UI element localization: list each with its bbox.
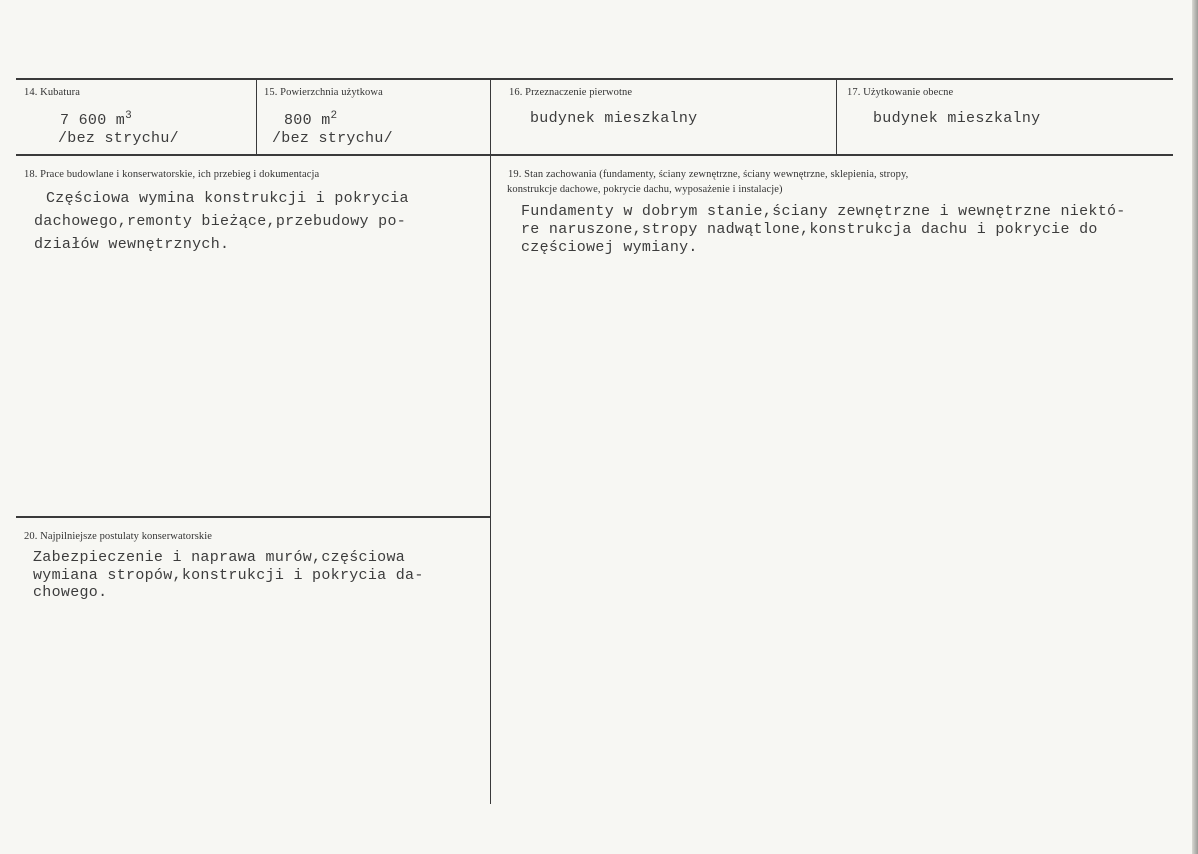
top-border: [16, 78, 1173, 80]
field-18-label: 18. Prace budowlane i konserwatorskie, ich przebieg i dokumentacja: [24, 169, 320, 180]
field-14-label: 14. Kubatura: [24, 87, 81, 98]
col-divider-15-16: [490, 80, 491, 804]
field-18-line-2: dachowego,remonty bieżące,przebudowy po-: [34, 213, 407, 230]
field-20-line-2: wymiana stropów,konstrukcji i pokrycia da-: [33, 567, 424, 584]
field-16-label: 16. Przeznaczenie pierwotne: [509, 87, 633, 98]
col-divider-16-17: [836, 80, 837, 155]
section-20-divider: [16, 516, 490, 518]
col-divider-14-15: [256, 80, 257, 155]
row-divider: [16, 154, 1173, 156]
field-17-value: budynek mieszkalny: [873, 110, 1041, 127]
field-15-label: 15. Powierzchnia użytkowa: [264, 87, 383, 98]
field-19-line-3: częściowej wymiany.: [521, 239, 698, 256]
field-15-note: /bez strychu/: [272, 130, 393, 147]
field-20-line-3: chowego.: [33, 584, 108, 601]
field-19-line-1: Fundamenty w dobrym stanie,ściany zewnętrzne i wewnętrzne niektó-: [521, 203, 1126, 220]
field-18-line-3: działów wewnętrznych.: [34, 236, 230, 253]
field-15-value-main: 800 m: [284, 112, 331, 129]
field-15-value: [284, 112, 337, 129]
field-19-label-line-1: 19. Stan zachowania (fundamenty, ściany zewnętrzne, ściany wewnętrzne, sklepienia, stropy,: [508, 169, 909, 180]
field-16-value: budynek mieszkalny: [530, 110, 698, 127]
field-14-note: /bez strychu/: [58, 130, 179, 147]
field-20-line-1: Zabezpieczenie i naprawa murów,częściowa: [33, 549, 406, 566]
field-18-line-1: Częściowa wymina konstrukcji i pokrycia: [46, 190, 409, 207]
field-20-label: 20. Najpilniejsze postulaty konserwatorskie: [24, 531, 213, 542]
field-14-value-main: 7 600 m: [60, 112, 126, 129]
card-edge-shadow: [1192, 0, 1198, 854]
field-15-value-sup: 2: [330, 110, 338, 122]
field-19-line-2: re naruszone,stropy nadwątlone,konstrukcja dachu i pokrycie do: [521, 221, 1098, 238]
field-17-label: 17. Użytkowanie obecne: [847, 87, 954, 98]
field-14-value: [60, 112, 132, 129]
field-19-label-line-2: konstrukcje dachowe, pokrycie dachu, wyposażenie i instalacje): [507, 184, 783, 195]
field-14-value-sup: 3: [125, 110, 133, 122]
